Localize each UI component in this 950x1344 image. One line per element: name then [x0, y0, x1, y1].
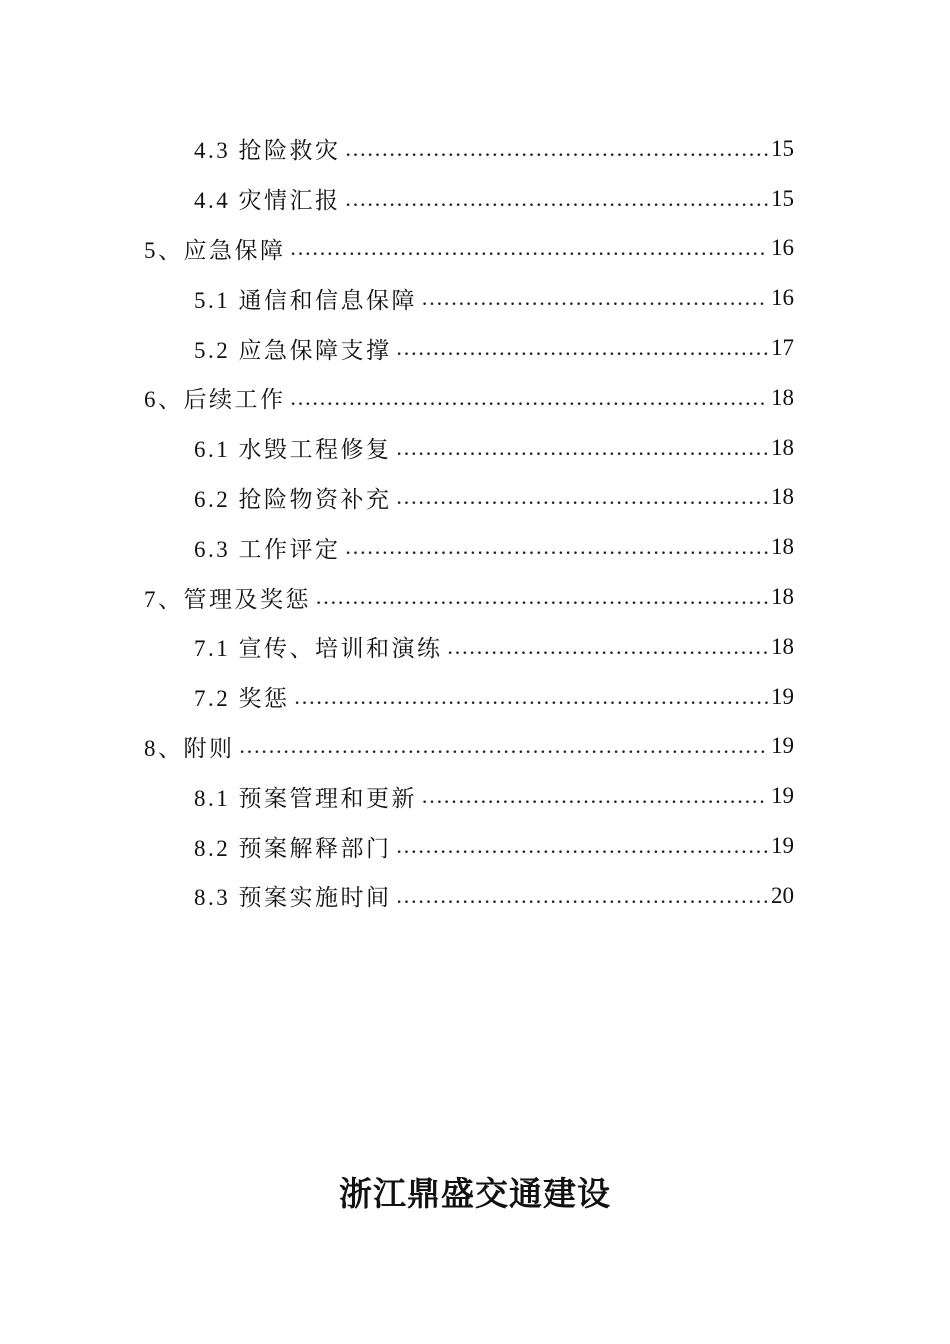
toc-page-number: 16: [771, 285, 794, 311]
toc-page-number: 18: [771, 484, 794, 510]
toc-page-number: 19: [771, 683, 794, 709]
toc-entry-label: 8.1 预案管理和更新: [194, 785, 417, 811]
toc-dot-leader: [294, 684, 769, 710]
toc-page-number: 18: [771, 633, 794, 659]
toc-dot-leader: [396, 435, 769, 461]
toc-dot-leader: [345, 534, 769, 560]
toc-entry-label: 8.2 预案解释部门: [194, 835, 392, 861]
toc-dot-leader: [396, 883, 769, 909]
toc-entry-6[interactable]: [0, 373, 950, 423]
toc-dot-leader: [396, 484, 769, 510]
toc-entry-label: 6.1 水毁工程修复: [194, 437, 392, 463]
toc-entry-6-1[interactable]: [0, 423, 950, 473]
toc-entry-label: 5.1 通信和信息保障: [194, 287, 417, 313]
toc-entry-label: 7.2 奖惩: [194, 686, 290, 712]
toc-dot-leader: [345, 136, 769, 162]
toc-entry-7-1[interactable]: [0, 622, 950, 672]
toc-entry-label: 4.3 抢险救灾: [194, 138, 341, 164]
toc-dot-leader: [345, 186, 769, 212]
toc-entry-8[interactable]: [0, 722, 950, 772]
toc-dot-leader: [396, 335, 769, 361]
toc-entry-8-1[interactable]: [0, 771, 950, 821]
toc-entry-7-2[interactable]: [0, 672, 950, 722]
toc-dot-leader: [447, 634, 769, 660]
toc-entry-4-4[interactable]: [0, 174, 950, 224]
toc-entry-8-2[interactable]: [0, 821, 950, 871]
toc-page-number: 18: [771, 584, 794, 610]
toc-entry-6-3[interactable]: [0, 522, 950, 572]
toc-entry-label: 8、附则: [144, 735, 235, 761]
toc-dot-leader: [421, 783, 768, 809]
toc-page-number: 18: [771, 384, 794, 410]
toc-page-number: 18: [771, 434, 794, 460]
toc-page-number: 15: [771, 135, 794, 161]
toc-entry-label: 4.4 灾情汇报: [194, 188, 341, 214]
toc-dot-leader: [290, 385, 769, 411]
toc-entry-label: 7.1 宣传、培训和演练: [194, 636, 443, 662]
toc-entry-7[interactable]: [0, 572, 950, 622]
toc-page-number: 17: [771, 335, 794, 361]
toc-dot-leader: [290, 235, 769, 261]
toc-entry-5-1[interactable]: [0, 273, 950, 323]
toc-dot-leader: [396, 833, 769, 859]
toc-entry-5-2[interactable]: [0, 323, 950, 373]
toc-page-number: 20: [771, 882, 794, 908]
toc-page-number: 15: [771, 185, 794, 211]
toc-entry-4-3[interactable]: [0, 124, 950, 174]
toc-dot-leader: [239, 733, 769, 759]
toc-entry-8-3[interactable]: [0, 871, 950, 921]
toc-entry-6-2[interactable]: [0, 473, 950, 523]
toc-entry-label: 5.2 应急保障支撑: [194, 337, 392, 363]
toc-entry-label: 8.3 预案实施时间: [194, 885, 392, 911]
toc-dot-leader: [421, 285, 768, 311]
company-name: 浙江鼎盛交通建设: [339, 1177, 611, 1213]
toc-page-number: 19: [771, 783, 794, 809]
toc-page-number: 19: [771, 833, 794, 859]
toc-entry-label: 7、管理及奖惩: [144, 586, 311, 612]
toc-page-number: 16: [771, 235, 794, 261]
toc-entry-label: 5、应急保障: [144, 237, 286, 263]
toc-entry-label: 6.2 抢险物资补充: [194, 486, 392, 512]
toc-entry-5[interactable]: [0, 224, 950, 274]
toc-entry-label: 6、后续工作: [144, 387, 286, 413]
toc-dot-leader: [315, 584, 768, 610]
toc-page-number: 19: [771, 733, 794, 759]
table-of-contents: [0, 124, 950, 921]
toc-page-number: 18: [771, 534, 794, 560]
toc-entry-label: 6.3 工作评定: [194, 536, 341, 562]
